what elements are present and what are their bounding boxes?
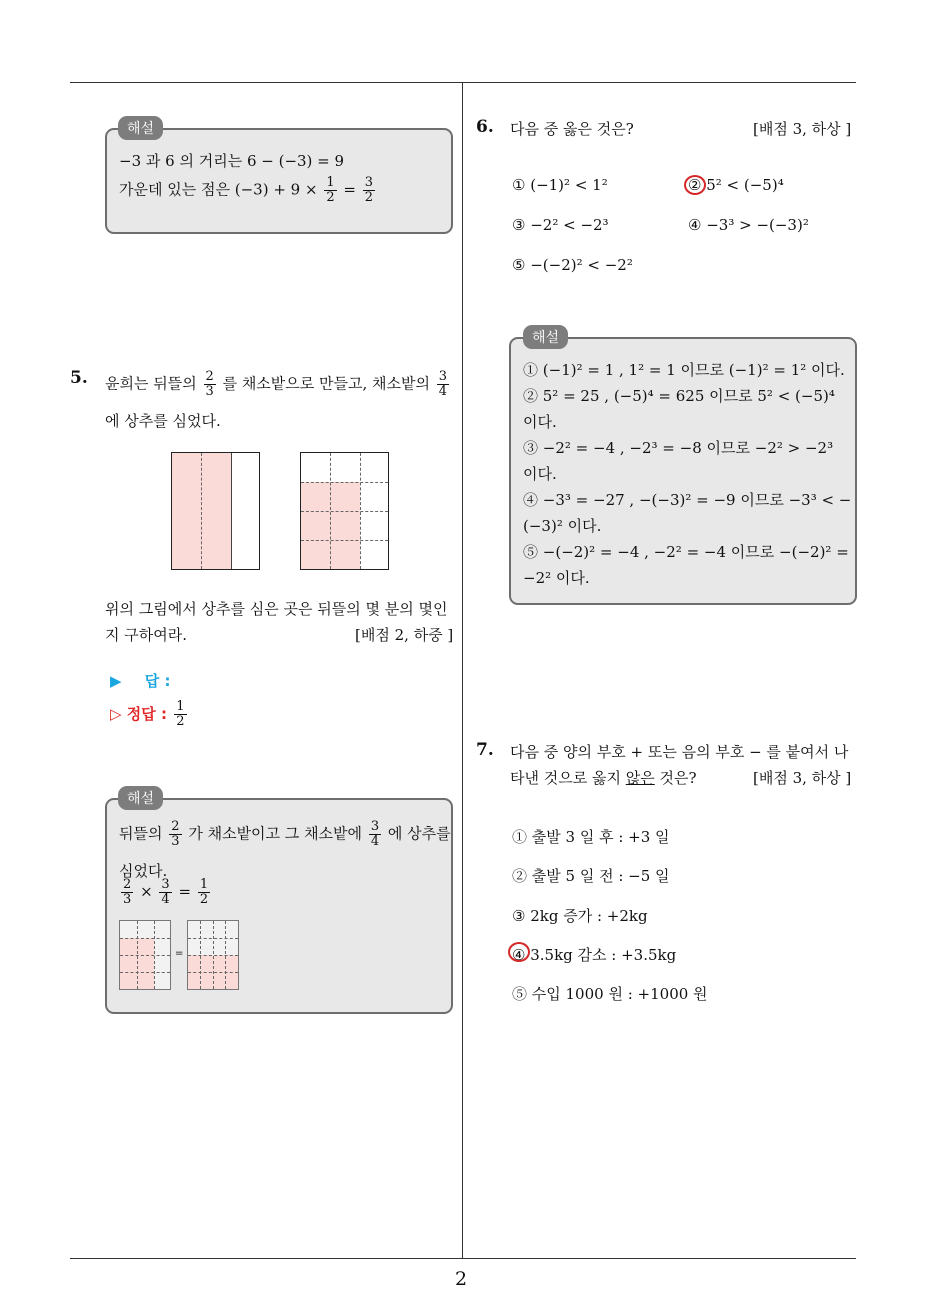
- garden-figure-1: [171, 452, 260, 570]
- fraction: $\frac{2}{3}$: [123, 877, 132, 907]
- top-rule: [70, 82, 856, 83]
- correct-answer-fraction: $\frac{1}{2}$: [176, 699, 185, 729]
- question-7-score: [배점 3, 하상 ]: [753, 769, 852, 787]
- question-5-line4: 지 구하여라.: [105, 626, 187, 644]
- explanation-6-line5: 이다.: [523, 465, 557, 483]
- explanation-tag-5: 해설: [118, 786, 163, 810]
- grid-line: [301, 482, 388, 483]
- question-7-option-1[interactable]: ① 출발 3 일 후 : +3 일: [512, 828, 670, 846]
- explanation-box-5: [105, 798, 453, 1014]
- fraction: $\frac{3}{4}$: [161, 877, 170, 907]
- bottom-rule: [70, 1258, 856, 1259]
- question-6-score: [배점 3, 하상 ]: [753, 120, 852, 138]
- answer-row: ▶ 답 :: [110, 672, 171, 690]
- explanation-tag-4: 해설: [118, 116, 163, 140]
- explanation-4-line2: 가운데 있는 점은 (−3) + 9 × $\frac{1}{2}$ = $\frac{3}{2}$: [119, 175, 374, 205]
- question-6-text: 다음 중 옳은 것은?: [510, 120, 634, 138]
- selected-answer-mark: [684, 175, 706, 195]
- explanation-box-6: [509, 337, 857, 605]
- explanation-5-line1: 뒤뜰의 $\frac{2}{3}$ 가 채소밭이고 그 채소밭에 $\frac{3}{4}$ 에 상추를: [119, 819, 451, 849]
- garden-figure-2: [300, 452, 389, 570]
- page-number: 2: [455, 1268, 468, 1290]
- grid-line: [201, 453, 202, 569]
- explanation-box-4: [105, 128, 453, 234]
- fraction: $\frac{2}{3}$: [171, 819, 180, 849]
- explanation-6-line3: 이다.: [523, 413, 557, 431]
- explanation-5-equation: $\frac{2}{3}$ × $\frac{3}{4}$ = $\frac{1}{2}$: [123, 877, 209, 907]
- outline-arrow-icon: ▷: [110, 705, 122, 723]
- fraction: $\frac{3}{2}$: [364, 175, 374, 205]
- question-6-option-4[interactable]: ④ −3³ > −(−3)²: [688, 216, 809, 234]
- fraction: $\frac{2}{3}$: [205, 369, 214, 399]
- underlined-word: 않은: [625, 769, 655, 787]
- explanation-6-line2: ② 5² = 25 , (−5)⁴ = 625 이므로 5² < (−5)⁴: [523, 387, 835, 405]
- explanation-6-line1: ① (−1)² = 1 , 1² = 1 이므로 (−1)² = 1² 이다.: [523, 361, 845, 379]
- column-divider: [462, 82, 463, 1258]
- question-5-line2: 에 상추를 심었다.: [105, 412, 221, 430]
- small-figure-right: [187, 920, 239, 990]
- explanation-6-line6: ④ −3³ = −27 , −(−3)² = −9 이므로 −3³ < −: [523, 491, 852, 509]
- grid-line: [301, 540, 388, 541]
- question-7-line2: 타낸 것으로 옳지 않은 것은?: [510, 769, 697, 787]
- question-7-option-4[interactable]: ④ 3.5kg 감소 : +3.5kg: [512, 946, 677, 964]
- fraction: $\frac{1}{2}$: [199, 877, 209, 907]
- question-6-number: 6.: [476, 117, 494, 137]
- fraction: $\frac{1}{2}$: [326, 175, 335, 205]
- explanation-5-line2: 심었다.: [119, 862, 168, 880]
- question-5-line3: 위의 그림에서 상추를 심은 곳은 뒤뜰의 몇 분의 몇인: [105, 600, 448, 618]
- small-figure-left: [119, 920, 171, 990]
- small-equals: =: [175, 948, 184, 959]
- explanation-tag-6: 해설: [523, 325, 568, 349]
- question-7-number: 7.: [476, 740, 494, 760]
- grid-line: [301, 511, 388, 512]
- question-5-score: [배점 2, 하중 ]: [355, 626, 454, 644]
- question-6-option-5[interactable]: ⑤ −(−2)² < −2²: [512, 256, 633, 274]
- question-6-option-2[interactable]: ② 5² < (−5)⁴: [688, 176, 784, 194]
- question-6-option-1[interactable]: ① (−1)² < 1²: [512, 176, 608, 194]
- explanation-4-line1: −3 과 6 의 거리는 6 − (−3) = 9: [119, 152, 345, 170]
- fraction: $\frac{3}{4}$: [438, 369, 448, 399]
- correct-answer-row: ▷ 정답 : $\frac{1}{2}$: [110, 699, 185, 729]
- question-5-number: 5.: [70, 368, 88, 388]
- question-7-option-5[interactable]: ⑤ 수입 1000 원 : +1000 원: [512, 985, 708, 1003]
- grid-line: [231, 453, 232, 569]
- play-arrow-icon: ▶: [110, 672, 122, 690]
- explanation-6-line8: ⑤ −(−2)² = −4 , −2² = −4 이므로 −(−2)² =: [523, 543, 849, 561]
- question-7-option-3[interactable]: ③ 2kg 증가 : +2kg: [512, 907, 648, 925]
- question-7-option-2[interactable]: ② 출발 5 일 전 : −5 일: [512, 867, 670, 885]
- explanation-6-line7: (−3)² 이다.: [523, 517, 602, 535]
- explanation-6-line9: −2² 이다.: [523, 569, 590, 587]
- question-7-line1: 다음 중 양의 부호 + 또는 음의 부호 − 를 붙여서 나: [510, 743, 849, 761]
- explanation-6-line4: ③ −2² = −4 , −2³ = −8 이므로 −2² > −2³: [523, 439, 834, 457]
- question-6-option-3[interactable]: ③ −2² < −2³: [512, 216, 609, 234]
- selected-answer-mark: [508, 942, 530, 962]
- fraction: $\frac{3}{4}$: [370, 819, 380, 849]
- question-5-line1: 윤희는 뒤뜰의 $\frac{2}{3}$ 를 채소밭으로 만들고, 채소밭의 $\frac{3}{4}$: [105, 369, 448, 399]
